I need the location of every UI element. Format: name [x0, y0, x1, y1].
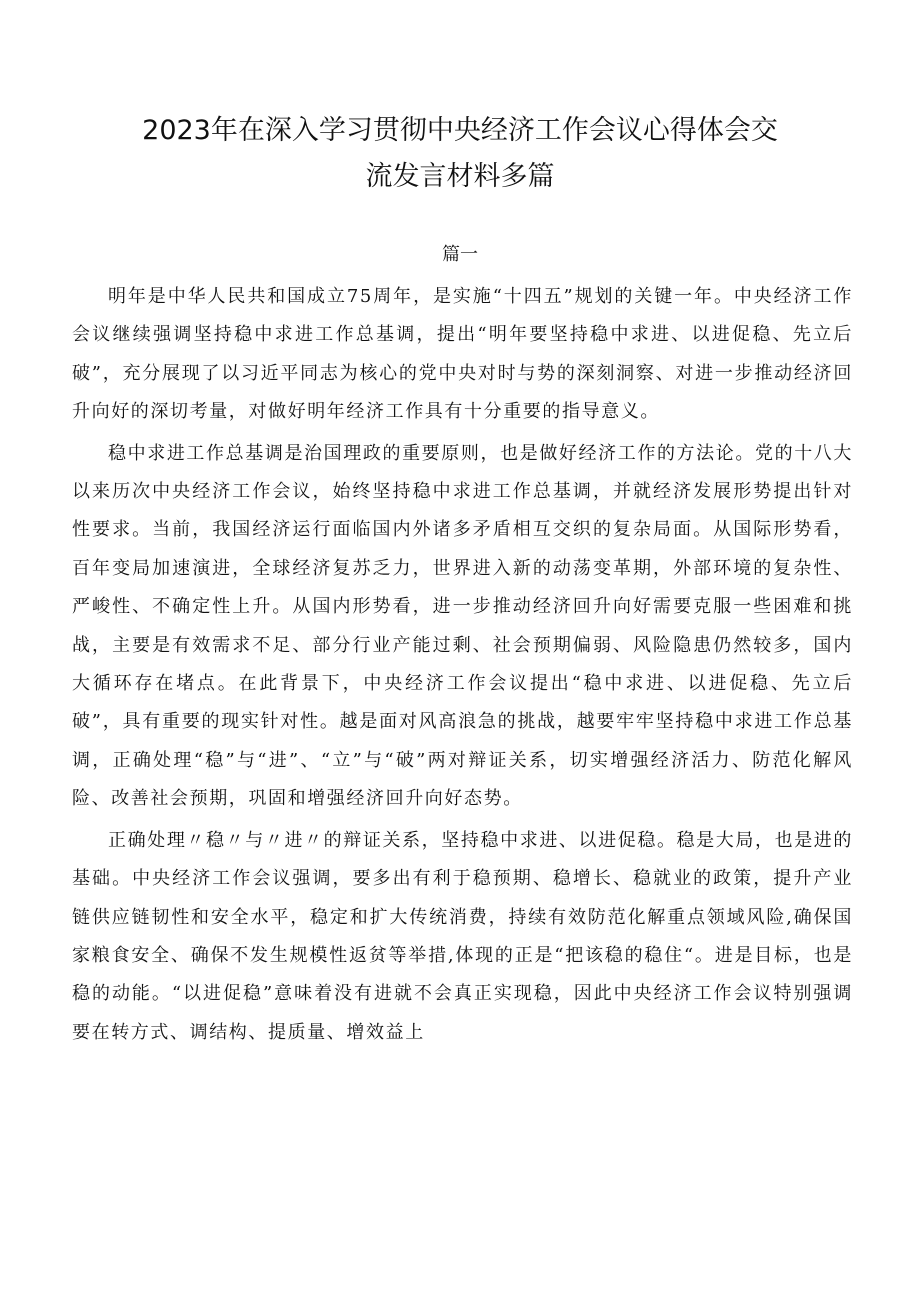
paragraph-2: 稳中求进工作总基调是治国理政的重要原则，也是做好经济工作的方法论。党的十八大以来历次中央经济工作会议，始终坚持稳中求进工作总基调，并就经济发展形势提出针对性要求。当前，我国经济运行面临国内外诸多矛盾相互交织的复杂局面。从国际形势看，百年变局加速演进，全球经济复苏乏力，世界进入新的动荡变革期，外部环境的复杂性、严峻性、不确定性上升。从国内形势看，进一步推动经济回升向好需要克服一些困难和挑战，主要是有效需求不足、部分行业产能过剩、社会预期偏弱、风险隐患仍然较多，国内大循环存在堵点。在此背景下，中央经济工作会议提出“稳中求进、以进促稳、先立后破”，具有重要的现实针对性。越是面对风高浪急的挑战，越要牢牢坚持稳中求进工作总基调，正确处理“稳”与“进”、“立”与“破”两对辩证关系，切实增强经济活力、防范化解风险、改善社会预期，巩固和增强经济回升向好态势。: [72, 442, 853, 810]
document-body: [72, 278, 853, 1055]
document-title: [60, 108, 860, 200]
title-line-2: 流发言材料多篇: [365, 161, 555, 192]
paragraph-1: 明年是中华人民共和国成立75周年，是实施“十四五”规划的关键一年。中央经济工作会议继续强调坚持稳中求进工作总基调，提出“明年要坚持稳中求进、以进促稳、先立后破”，充分展现了以习近平同志为核心的党中央对时与势的深刻洞察、对进一步推动经济回升向好的深切考量，对做好明年经济工作具有十分重要的指导意义。: [72, 286, 853, 423]
title-line-1: 2023年在深入学习贯彻中央经济工作会议心得体会交: [142, 115, 778, 146]
paragraph-3: 正确处理〃稳〃与〃进〃的辩证关系，坚持稳中求进、以进促稳。稳是大局，也是进的基础。中央经济工作会议强调，要多出有利于稳预期、稳增长、稳就业的政策，提升产业链供应链韧性和安全水平，稳定和扩大传统消费，持续有效防范化解重点领域风险,确保国家粮食安全、确保不发生规模性返贫等举措,体现的正是“把该稳的稳住“。进是目标，也是稳的动能。“以进促稳”意味着没有进就不会真正实现稳，因此中央经济工作会议特别强调要在转方式、调结构、提质量、增效益上: [72, 829, 853, 1043]
section-heading: 篇一: [442, 244, 478, 265]
